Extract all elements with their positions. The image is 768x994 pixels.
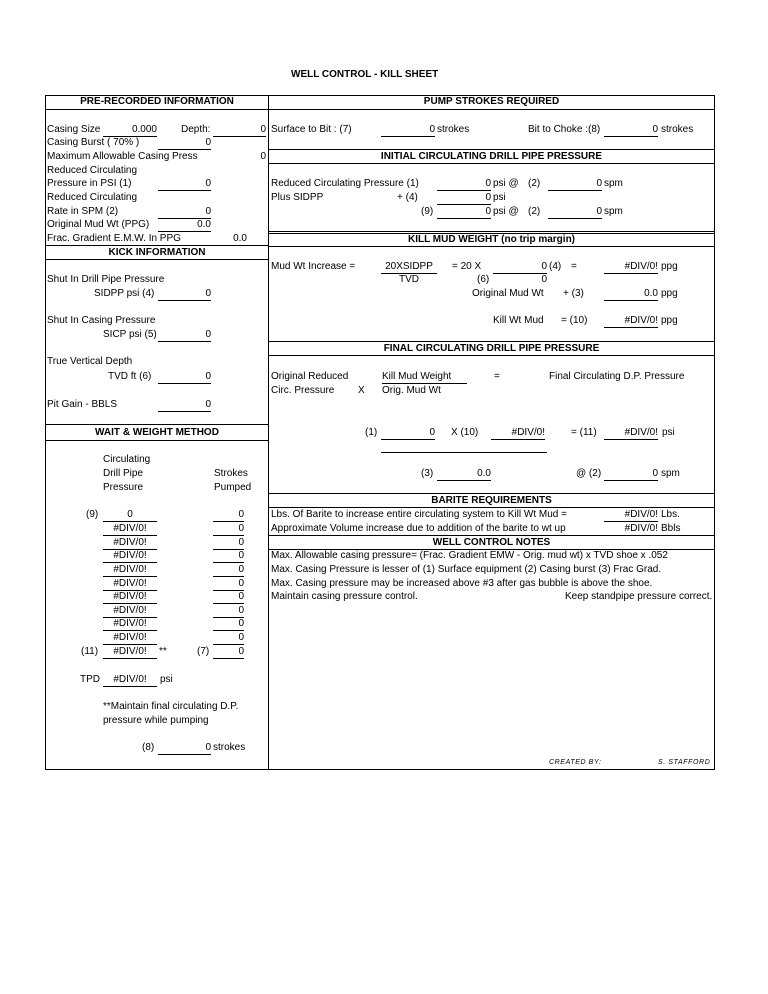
ww-strokes-total[interactable]: 0 bbox=[158, 742, 211, 755]
ww-pressure[interactable]: #DIV/0! bbox=[103, 523, 157, 536]
icp-bottom-line bbox=[268, 163, 714, 164]
icp-psi-at: psi @ bbox=[493, 178, 519, 189]
notes-top-line bbox=[268, 535, 714, 536]
author-signature: S. STAFFORD bbox=[658, 759, 711, 766]
casing-burst-label: Casing Burst ( 70% ) bbox=[47, 137, 140, 148]
fcp-bottom-line bbox=[268, 355, 714, 356]
ww-strokes[interactable]: 0 bbox=[213, 523, 244, 536]
barite-bbls-field[interactable]: #DIV/0! bbox=[624, 523, 658, 534]
icp-ref2-a: (2) bbox=[528, 178, 541, 189]
icp-spm-field-a[interactable]: 0 bbox=[548, 178, 602, 191]
frac-label: Frac. Gradient E.M.W. In PPG bbox=[47, 233, 181, 244]
mud-inc-label: Mud Wt Increase = bbox=[271, 261, 356, 272]
ww-pressure[interactable]: #DIV/0! bbox=[103, 564, 157, 577]
icp-rcp-field[interactable]: 0 bbox=[437, 178, 491, 191]
fcp-rule bbox=[381, 452, 547, 453]
mud-inc-numerator: 20XSIDPP bbox=[381, 261, 437, 274]
ww-top-line bbox=[45, 424, 268, 425]
fcp-x: X bbox=[358, 385, 365, 396]
max-casing-field[interactable]: 0 bbox=[260, 151, 266, 162]
pump-strokes-header: PUMP STROKES REQUIRED bbox=[423, 96, 560, 107]
ww-strokes[interactable]: 0 bbox=[213, 564, 244, 577]
depth-label: Depth: bbox=[181, 124, 211, 135]
ww-mark: ** bbox=[159, 646, 167, 657]
page-title: WELL CONTROL - KILL SHEET bbox=[291, 69, 439, 80]
ww-pressure[interactable]: #DIV/0! bbox=[103, 578, 157, 591]
center-divider bbox=[268, 95, 269, 770]
max-casing-label: Maximum Allowable Casing Press bbox=[47, 151, 198, 162]
depth-field[interactable]: 0 bbox=[213, 124, 266, 137]
barite-line-2: Approximate Volume increase due to addition of the barite to wt up bbox=[271, 523, 566, 534]
casing-size-field[interactable]: 0.000 bbox=[103, 124, 157, 137]
rcr-label-1: Reduced Circulating bbox=[47, 192, 138, 203]
kill-omw-label: Original Mud Wt bbox=[472, 288, 544, 299]
fcp-orc-2: Circ. Pressure bbox=[271, 385, 335, 396]
fcp-result-label: Final Circulating D.P. Pressure bbox=[549, 371, 685, 382]
ww-strokes-unit: strokes bbox=[213, 742, 246, 753]
kick-pit-label: Pit Gain - BBLS bbox=[47, 399, 118, 410]
strokes-unit-1: strokes bbox=[437, 124, 470, 135]
fcp-top-line bbox=[268, 341, 714, 342]
fcp-val3[interactable]: 0.0 bbox=[437, 468, 491, 481]
ww-pressure[interactable]: #DIV/0! bbox=[103, 618, 157, 631]
rcp-field[interactable]: 0 bbox=[158, 178, 211, 191]
prerecorded-header: PRE-RECORDED INFORMATION bbox=[80, 96, 234, 107]
ww-bottom-line bbox=[45, 440, 268, 441]
ww-pressure[interactable]: #DIV/0! bbox=[103, 550, 157, 563]
kick-tvd-sub: TVD ft (6) bbox=[108, 371, 152, 382]
kwm-eq10: = (10) bbox=[561, 315, 588, 326]
barite-top-line bbox=[268, 493, 714, 494]
fcp-kmw: Kill Mud Weight bbox=[382, 371, 467, 384]
fcp-header: FINAL CIRCULATING DRILL PIPE PRESSURE bbox=[383, 343, 600, 354]
kick-tvd-field[interactable]: 0 bbox=[158, 371, 211, 384]
barite-bottom-line bbox=[268, 507, 714, 508]
fcp-eq: = bbox=[494, 371, 500, 382]
casing-size-label: Casing Size bbox=[47, 124, 101, 135]
fcp-at2: @ (2) bbox=[576, 468, 602, 479]
icp-rcp-label: Reduced Circulating Pressure (1) bbox=[271, 178, 419, 189]
ww-pressure[interactable]: #DIV/0! bbox=[103, 646, 157, 659]
icp-spm-field-b[interactable]: 0 bbox=[548, 206, 602, 219]
icp-spm-unit-b: spm bbox=[604, 206, 623, 217]
tpd-label: TPD bbox=[80, 674, 100, 685]
mud-inc-eq: = bbox=[571, 261, 577, 272]
ww-col2-1: Strokes bbox=[214, 468, 248, 479]
fcp-omw: Orig. Mud Wt bbox=[382, 385, 441, 396]
ww-strokes[interactable]: 0 bbox=[213, 509, 244, 522]
ww-strokes[interactable]: 0 bbox=[213, 605, 244, 618]
barite-lbs-field[interactable]: #DIV/0! bbox=[604, 509, 658, 522]
header-divider bbox=[45, 109, 715, 110]
omw-field[interactable]: 0.0 bbox=[158, 219, 211, 232]
ppg-unit-2: ppg bbox=[661, 288, 678, 299]
ww-ref8: (8) bbox=[142, 742, 155, 753]
kwm-field[interactable]: #DIV/0! bbox=[604, 315, 658, 328]
ww-ref7: (7) bbox=[197, 646, 210, 657]
kick-pit-field[interactable]: 0 bbox=[158, 399, 211, 412]
ww-col1-2: Drill Pipe bbox=[103, 468, 144, 479]
kick-bottom-line bbox=[45, 259, 268, 260]
fcp-x10: X (10) bbox=[451, 427, 479, 438]
icp-total-field[interactable]: 0 bbox=[437, 206, 491, 219]
ww-strokes[interactable]: 0 bbox=[213, 618, 244, 631]
bit-to-choke-field[interactable]: 0 bbox=[604, 124, 658, 137]
icp-psi: psi bbox=[493, 192, 506, 203]
icp-plus4: + (4) bbox=[397, 192, 418, 203]
mud-inc-sidpp[interactable]: 0 bbox=[493, 261, 547, 274]
right-border bbox=[714, 95, 715, 770]
mud-inc-denominator: TVD bbox=[399, 274, 419, 285]
fcp-val10[interactable]: #DIV/0! bbox=[491, 427, 545, 440]
kill-mud-header: KILL MUD WEIGHT (no trip margin) bbox=[407, 234, 576, 245]
kick-sidpp-label: Shut In Drill Pipe Pressure bbox=[47, 274, 165, 285]
created-by-label: CREATED BY: bbox=[549, 759, 602, 766]
ww-pressure[interactable]: #DIV/0! bbox=[103, 605, 157, 618]
ww-pressure[interactable]: #DIV/0! bbox=[103, 591, 157, 604]
rcp-label-2: Pressure in PSI (1) bbox=[47, 178, 132, 189]
ww-col1-3: Pressure bbox=[103, 482, 144, 493]
icp-top-line bbox=[268, 149, 714, 150]
omw-label: Original Mud Wt (PPG) bbox=[47, 219, 150, 230]
kwm-label: Kill Wt Mud bbox=[493, 315, 544, 326]
fcp-spm-unit: spm bbox=[661, 468, 680, 479]
note-4b: Keep standpipe pressure correct. bbox=[565, 591, 713, 602]
tpd-field[interactable]: #DIV/0! bbox=[103, 674, 157, 687]
kick-sicp-label: Shut In Casing Pressure bbox=[47, 315, 156, 326]
bottom-border bbox=[45, 769, 715, 770]
ww-strokes[interactable]: 0 bbox=[213, 537, 244, 550]
surface-to-bit-label: Surface to Bit : (7) bbox=[271, 124, 352, 135]
ww-strokes[interactable]: 0 bbox=[213, 591, 244, 604]
icp-psi-at-2: psi @ bbox=[493, 206, 519, 217]
wait-weight-header: WAIT & WEIGHT METHOD bbox=[95, 427, 219, 438]
fcp-val1[interactable]: 0 bbox=[381, 427, 435, 440]
fcp-val11[interactable]: #DIV/0! bbox=[604, 427, 658, 440]
ww-pressure[interactable]: #DIV/0! bbox=[103, 537, 157, 550]
ww-note-1: **Maintain final circulating D.P. bbox=[103, 701, 239, 712]
icp-ref2-b: (2) bbox=[528, 206, 541, 217]
icp-spm-unit-a: spm bbox=[604, 178, 623, 189]
fcp-psi: psi bbox=[662, 427, 675, 438]
kick-header: KICK INFORMATION bbox=[108, 247, 206, 258]
rcp-label-1: Reduced Circulating bbox=[47, 165, 138, 176]
mud-inc-tvd[interactable]: 0 bbox=[541, 274, 547, 285]
mud-inc-ref6: (6) bbox=[477, 274, 490, 285]
icp-ref9: (9) bbox=[421, 206, 434, 217]
ww-pressure[interactable]: 0 bbox=[103, 509, 157, 522]
ww-ref11: (11) bbox=[81, 646, 99, 657]
ww-strokes[interactable]: 0 bbox=[213, 646, 244, 659]
fcp-eq11: = (11) bbox=[571, 427, 597, 438]
barite-bbls-unit: Bbls bbox=[661, 523, 681, 534]
rcr-field[interactable]: 0 bbox=[158, 206, 211, 219]
ww-note-2: pressure while pumping bbox=[103, 715, 209, 726]
kill-omw-field[interactable]: 0.0 bbox=[604, 288, 658, 301]
ww-strokes[interactable]: 0 bbox=[213, 632, 244, 645]
icp-sidpp-field[interactable]: 0 bbox=[437, 192, 491, 205]
kick-sicp-field[interactable]: 0 bbox=[158, 329, 211, 342]
kick-sidpp-field[interactable]: 0 bbox=[158, 288, 211, 301]
ppg-unit-1: ppg bbox=[661, 261, 678, 272]
ww-col1-1: Circulating bbox=[103, 454, 151, 465]
ww-ref9: (9) bbox=[86, 509, 99, 520]
fcp-spm-field[interactable]: 0 bbox=[604, 468, 658, 481]
fcp-ref3: (3) bbox=[421, 468, 434, 479]
kick-sidpp-sub: SIDPP psi (4) bbox=[94, 288, 155, 299]
casing-burst-field[interactable]: 0 bbox=[158, 137, 211, 150]
icp-header: INITIAL CIRCULATING DRILL PIPE PRESSURE bbox=[380, 151, 603, 162]
kick-sicp-sub: SICP psi (5) bbox=[103, 329, 157, 340]
ww-pressure[interactable]: #DIV/0! bbox=[103, 632, 157, 645]
fcp-orc-1: Original Reduced bbox=[271, 371, 349, 382]
kill-top-line bbox=[268, 231, 714, 232]
note-3: Max. Casing pressure may be increased above #3 after gas bubble is above the shoe. bbox=[271, 578, 653, 589]
kick-tvd-label: True Vertical Depth bbox=[47, 356, 133, 367]
ww-strokes[interactable]: 0 bbox=[213, 550, 244, 563]
ww-strokes[interactable]: 0 bbox=[213, 578, 244, 591]
frac-field[interactable]: 0.0 bbox=[233, 233, 247, 244]
mud-inc-ref4: (4) bbox=[549, 261, 562, 272]
note-4a: Maintain casing pressure control. bbox=[271, 591, 418, 602]
notes-header: WELL CONTROL NOTES bbox=[432, 537, 551, 548]
mud-inc-value[interactable]: #DIV/0! bbox=[604, 261, 658, 274]
note-2: Max. Casing Pressure is lesser of (1) Surface equipment (2) Casing burst (3) Frac Grad. bbox=[271, 564, 662, 575]
ww-col2-2: Pumped bbox=[214, 482, 252, 493]
barite-line-1: Lbs. Of Barite to increase entire circulating system to Kill Wt Mud = bbox=[271, 509, 567, 520]
mud-inc-eq20: = 20 X bbox=[452, 261, 482, 272]
note-1: Max. Allowable casing pressure= (Frac. Gradient EMW - Orig. mud wt) x TVD shoe x .052 bbox=[271, 550, 668, 561]
kill-plus3: + (3) bbox=[563, 288, 584, 299]
barite-lbs-unit: Lbs. bbox=[661, 509, 680, 520]
strokes-unit-2: strokes bbox=[661, 124, 694, 135]
kick-top-line bbox=[45, 245, 268, 246]
tpd-unit: psi bbox=[160, 674, 173, 685]
surface-to-bit-field[interactable]: 0 bbox=[381, 124, 435, 137]
ppg-unit-3: ppg bbox=[661, 315, 678, 326]
rcr-label-2: Rate in SPM (2) bbox=[47, 206, 119, 217]
icp-sidpp-label: Plus SIDPP bbox=[271, 192, 324, 203]
kill-bottom-line bbox=[268, 246, 714, 247]
fcp-ref1: (1) bbox=[365, 427, 378, 438]
bit-to-choke-label: Bit to Choke :(8) bbox=[528, 124, 601, 135]
barite-header: BARITE REQUIREMENTS bbox=[431, 495, 552, 506]
